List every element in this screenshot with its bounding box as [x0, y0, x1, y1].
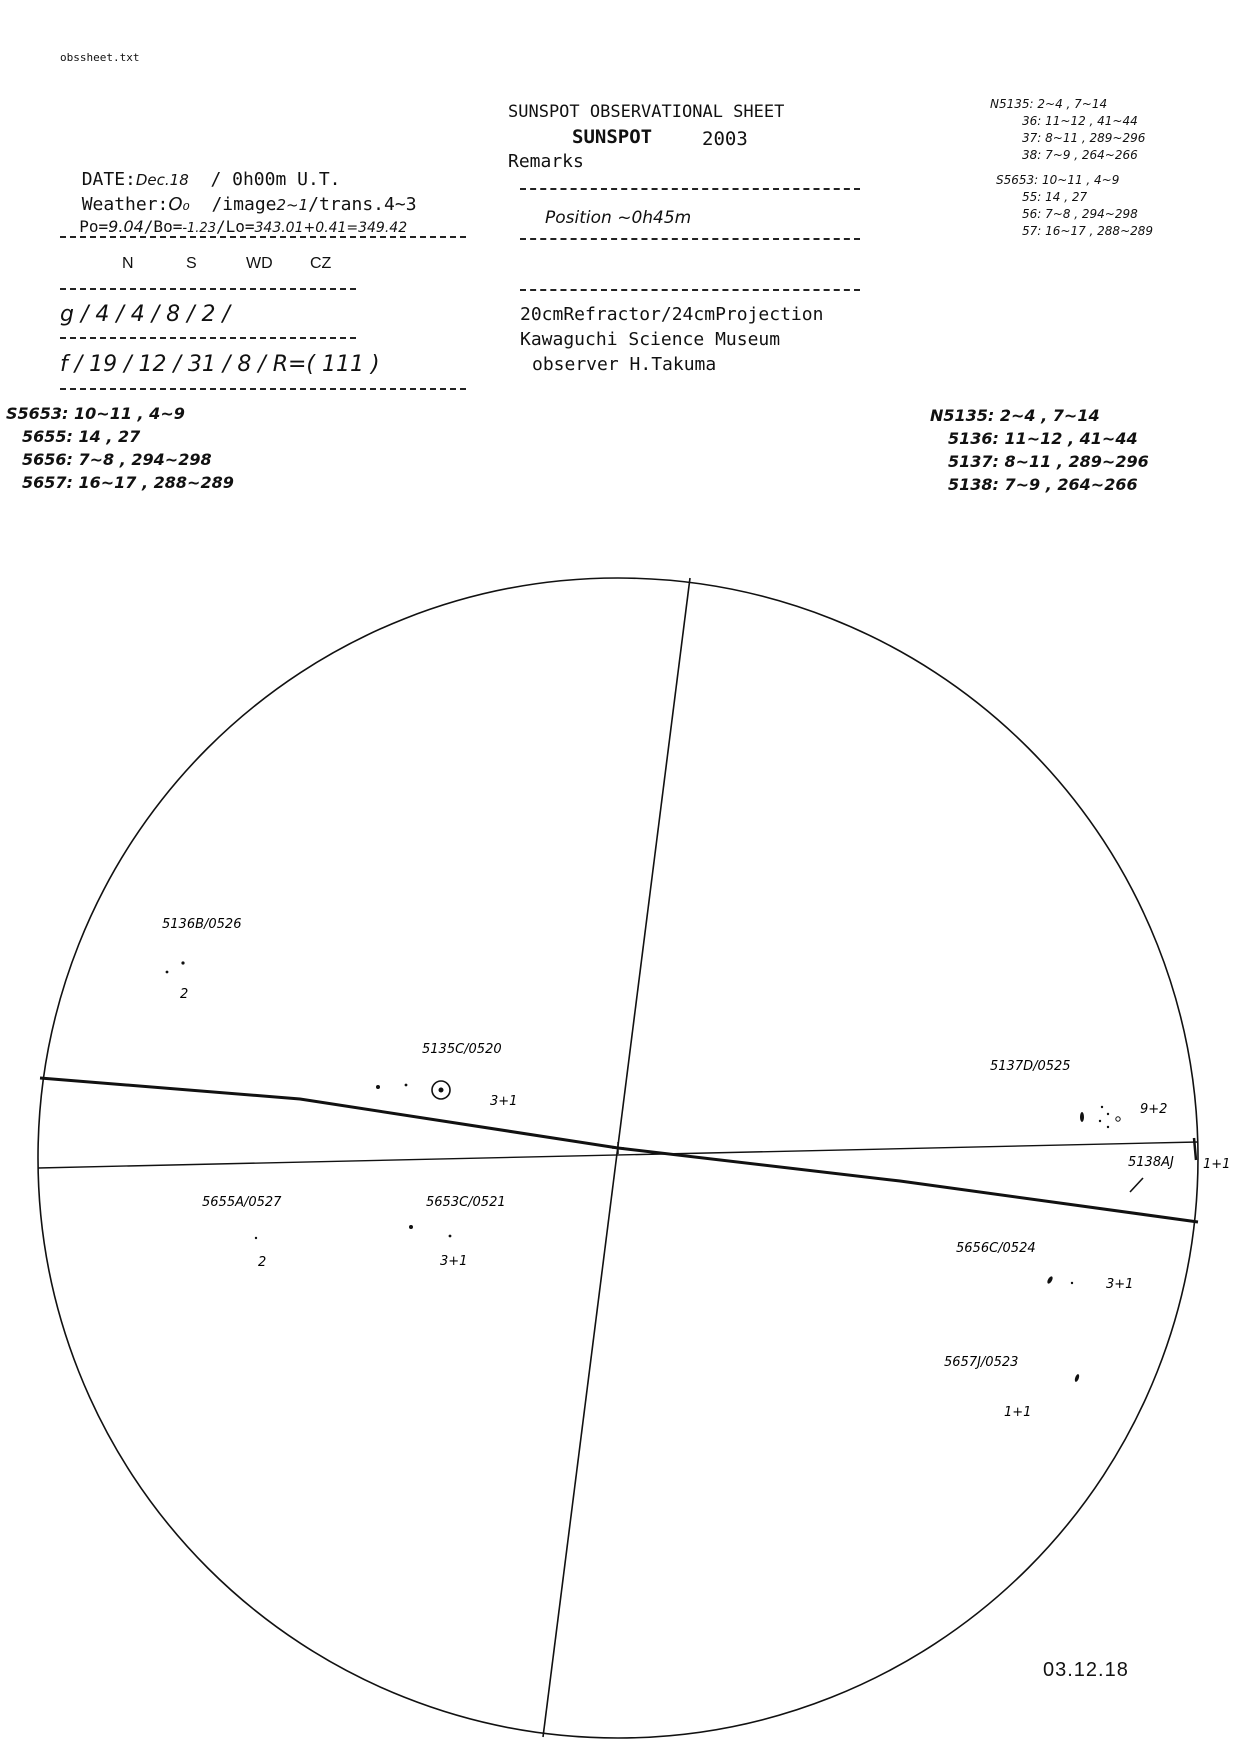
b-value: -1.23	[182, 221, 216, 236]
group-count-5136b: 2	[180, 987, 189, 1002]
note-top-right-4: 38: 7~9 , 264~266	[1022, 148, 1138, 162]
sheet-year: 2003	[702, 128, 748, 150]
note-top-right-2: 36: 11~12 , 41~44	[1022, 114, 1138, 128]
trans-label: /trans.	[308, 194, 385, 215]
group-count-5653c: 3+1	[440, 1254, 468, 1269]
note-right-4: 5138: 7~9 , 264~266	[948, 475, 1138, 494]
group-count-5137d: 9+2	[1140, 1102, 1168, 1117]
date-row: DATE:Dec.18 / 0h00m U.T.	[81, 169, 341, 190]
group-count-5655a: 2	[258, 1255, 267, 1270]
group-label-5653c: 5653C/0521	[426, 1195, 506, 1210]
weather-value: O₀	[168, 194, 190, 215]
p-value: 9.04	[108, 217, 144, 236]
sunspot	[449, 1235, 452, 1238]
ns-axis-line	[543, 578, 690, 1737]
sunspot	[1071, 1282, 1073, 1284]
note-top-right-8: 57: 16~17 , 288~289	[1022, 224, 1154, 238]
group-label-5138aj: 5138AJ	[1128, 1155, 1174, 1170]
time-value: 0h00m U.T.	[232, 169, 341, 190]
sunspot	[1116, 1117, 1120, 1121]
group-label-5137d: 5137D/0525	[990, 1059, 1071, 1074]
note-top-right-7: 56: 7~8 , 294~298	[1022, 207, 1138, 221]
date-stamp: 03.12.18	[1043, 1659, 1129, 1681]
museum-text: Kawaguchi Science Museum	[520, 329, 781, 350]
date-value: Dec.18	[135, 171, 189, 189]
sunspot	[255, 1237, 257, 1239]
col-head-cz: CZ	[310, 255, 332, 272]
remarks-label: Remarks	[508, 151, 584, 172]
sunspot	[376, 1085, 380, 1089]
sunspot	[1130, 1178, 1143, 1192]
p-label: Po=	[79, 217, 109, 236]
group-label-5655a: 5655A/0527	[202, 1195, 282, 1210]
instrument-text: 20cmRefractor/24cmProjection	[520, 304, 824, 325]
date-label: DATE:	[81, 169, 136, 190]
image-value: 2~1	[276, 196, 309, 214]
solar-disk-outline	[38, 578, 1198, 1738]
col-head-n: N	[122, 255, 134, 272]
sunspot	[1074, 1374, 1080, 1383]
sunspot	[409, 1225, 413, 1229]
sunspot	[1080, 1112, 1084, 1122]
note-left-1: S5653: 10~11 , 4~9	[6, 404, 185, 423]
sunspot	[181, 961, 184, 964]
sunspot	[1099, 1120, 1101, 1122]
group-label-5136b: 5136B/0526	[162, 917, 242, 932]
image-label: /image	[211, 194, 277, 215]
note-top-right-3: 37: 8~11 , 289~296	[1022, 131, 1146, 145]
file-name: obssheet.txt	[60, 51, 140, 64]
group-count-5138aj: 1+1	[1203, 1157, 1231, 1172]
group-count-5657j: 1+1	[1004, 1405, 1032, 1420]
sunspot-umbra	[439, 1088, 444, 1093]
trans-value: 4~3	[384, 194, 417, 215]
sheet-title: SUNSPOT OBSERVATIONAL SHEET	[508, 102, 785, 122]
note-left-2: 5655: 14 , 27	[22, 427, 141, 446]
group-count-5656c: 3+1	[1106, 1277, 1134, 1292]
group-count-5135c: 3+1	[490, 1094, 518, 1109]
l-value: 343.01+0.41=349.42	[254, 220, 408, 236]
note-top-right-6: 55: 14 , 27	[1022, 190, 1088, 204]
sunspot	[1107, 1113, 1109, 1115]
position-remark: Position ~0h45m	[545, 208, 692, 228]
note-right-2: 5136: 11~12 , 41~44	[948, 429, 1138, 448]
weather-label: Weather:	[81, 194, 169, 215]
group-label-5135c: 5135C/0520	[422, 1042, 502, 1057]
sheet-subtitle: SUNSPOT	[572, 126, 653, 148]
sunspot-near-limb	[1194, 1138, 1196, 1160]
sunspot	[1046, 1276, 1053, 1285]
sunspot	[166, 971, 169, 974]
note-top-right-5: S5653: 10~11 , 4~9	[996, 173, 1120, 187]
note-top-right-1: N5135: 2~4 , 7~14	[990, 97, 1108, 111]
note-right-3: 5137: 8~11 , 289~296	[948, 452, 1149, 471]
sunspot	[1107, 1126, 1109, 1128]
observer-text: observer H.Takuma	[532, 354, 717, 375]
col-head-s: S	[186, 255, 197, 272]
group-label-5656c: 5656C/0524	[956, 1241, 1036, 1256]
note-left-4: 5657: 16~17 , 288~289	[22, 473, 234, 492]
col-head-wd: WD	[246, 255, 273, 272]
sunspot	[405, 1084, 408, 1087]
group-count-row: g / 4 / 4 / 8 / 2 /	[60, 302, 230, 327]
note-right-1: N5135: 2~4 , 7~14	[930, 406, 1100, 425]
spot-count-row: f / 19 / 12 / 31 / 8 / R=( 111 )	[60, 352, 380, 377]
b-label: /Bo=	[143, 217, 183, 236]
l-label: /Lo=	[215, 217, 255, 236]
group-label-5657j: 5657J/0523	[944, 1355, 1019, 1370]
sunspot	[1101, 1106, 1103, 1108]
note-left-3: 5656: 7~8 , 294~298	[22, 450, 212, 469]
